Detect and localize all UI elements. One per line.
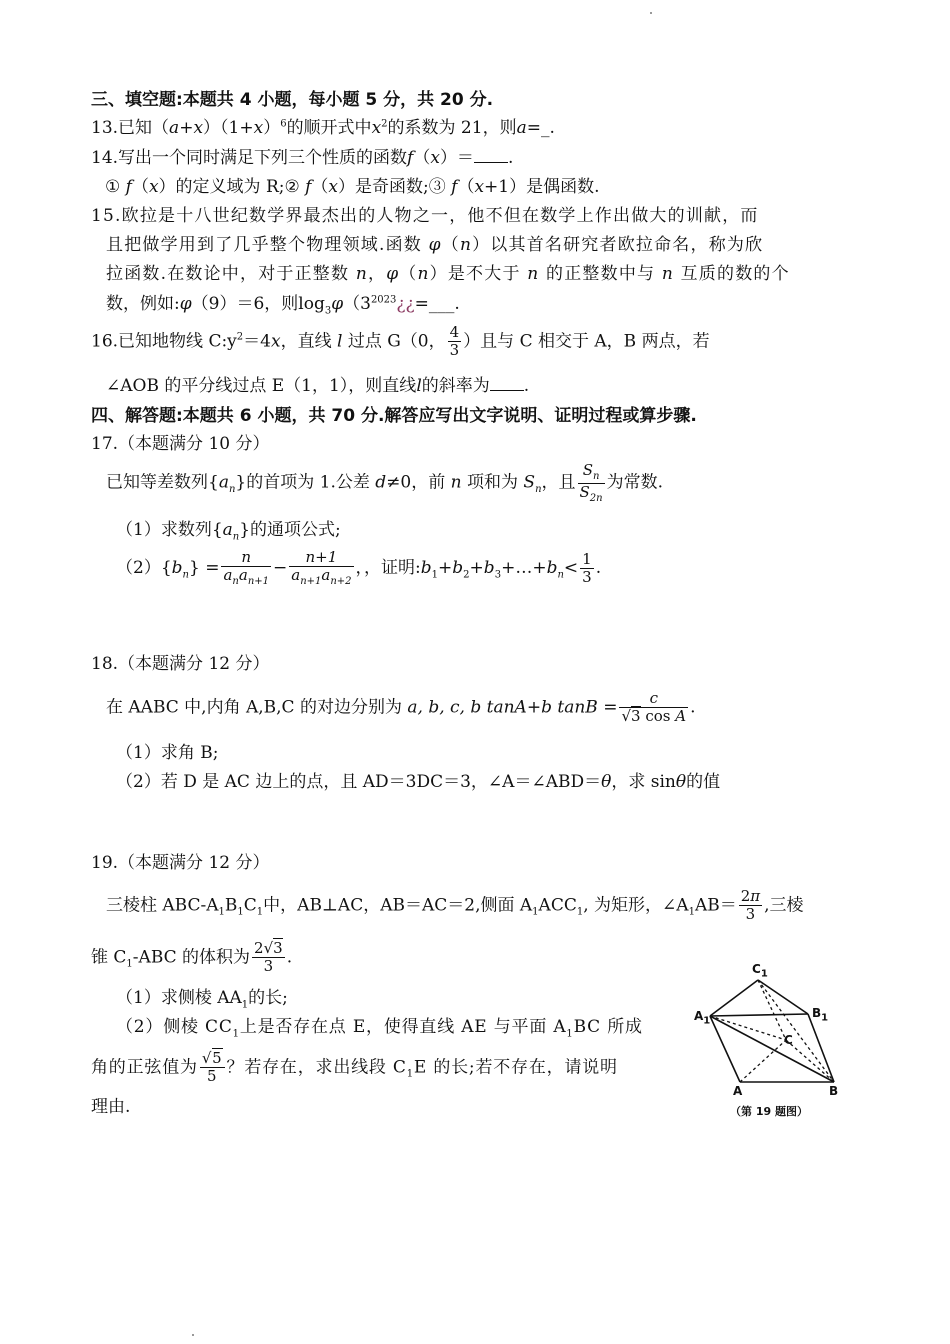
- answer-blank[interactable]: [490, 390, 524, 391]
- question-18-part-2: （2）若 D 是 AC 边上的点，且 AD＝3DC＝3，∠A＝∠ABD＝θ，求 sinθ的值: [116, 772, 721, 792]
- label-C1: $C_1$: [752, 962, 768, 980]
- question-17-title: 17.（本题满分 10 分）: [91, 434, 270, 454]
- question-19-part-2-end: 理由.: [91, 1097, 131, 1117]
- question-15-line-1: 15.欧拉是十八世纪数学界最杰出的人物之一，他不但在数学上作出做大的训献，而: [91, 206, 759, 226]
- answer-blank[interactable]: [474, 162, 508, 163]
- prism-diagram: [696, 962, 856, 1092]
- label-C: C: [784, 1033, 793, 1047]
- prism-figure: [696, 962, 856, 1127]
- question-14-properties: ① f（x）的定义域为 R;② f（x）是奇函数;③ f（x+1）是偶函数.: [105, 177, 600, 197]
- label-B: B: [829, 1084, 839, 1098]
- question-19-part-2: （2）侧棱 $CC_1$上是否存在点 E，使得直线 AE 与平面 $A_1BC$ 所成: [116, 1017, 643, 1040]
- fraction-term-1: $\frac{n}{a_na_{n+1}}$: [223, 548, 269, 588]
- question-16-line-2: ∠AOB 的平分线过点 E（1，1），则直线l的斜率为 .: [106, 376, 530, 396]
- fraction-Sn-S2n: $\frac{S_n}{S_{2n}}$: [579, 461, 603, 504]
- fraction-2sqrt3-3: $\frac{2√3}{3}$: [254, 939, 283, 976]
- question-15-line-2: 且把做学用到了几乎整个物理领域.函数 φ（n）以其首名研究者欧拉命名，称为欣: [106, 235, 764, 255]
- question-19-line-1: 三棱柱 ABC-$A_1B_1C_1$中，AB⊥AC，AB＝AC＝2,侧面 $A_1ACC_1$, 为矩形，$\angle A_1AB=$ $\frac{2\pi}{3}$ ,三棱: [106, 887, 804, 924]
- fraction-4-3: $\frac{4}{3}$: [449, 323, 460, 360]
- label-A: A: [733, 1084, 743, 1098]
- fraction-term-2: $\frac{n+1}{a_{n+1}a_{n+2}}$: [291, 548, 352, 588]
- fraction-2pi-3: $\frac{2\pi}{3}$: [740, 887, 761, 924]
- question-14: 14.写出一个同时满足下列三个性质的函数f（x）＝ .: [91, 148, 514, 168]
- question-18-title: 18.（本题满分 12 分）: [91, 654, 270, 674]
- question-16-line-1: 16.已知地物线 $C:y^2=4x$，直线 l 过点 G（0， $\frac{4}{3}$ ）且与 C 相交于 A，B 两点，若: [91, 323, 710, 360]
- question-17-part-1: （1）求数列$\{a_n\}$的通项公式;: [116, 520, 341, 543]
- section-3-header: 三、填空题:本题共 4 小题，每小题 5 分，共 20 分.: [91, 90, 494, 110]
- question-17-part-2: $(2)\{b_n\}$ = $\frac{n}{a_na_{n+1}}$ − $\frac{n+1}{a_{n+1}a_{n+2}}$ ，，证明$:b_1+b_2+b_3+\dots+b_n<$ $\frac{1}{3}$ .: [116, 548, 602, 588]
- question-19-part-2-cont: 角的正弦值为 $\frac{√5}{5}$ ？若存在，求出线段 $C_1E$ 的长;若不存在，请说明: [91, 1049, 618, 1086]
- fraction-sqrt5-5: $\frac{√5}{5}$: [201, 1049, 223, 1086]
- question-17-statement: 已知等差数列$\{a_n\}$的首项为 1.公差 d≠0，前 n 项和为 $S_n$，且 $\frac{S_n}{S_{2n}}$ 为常数.: [106, 461, 664, 504]
- fraction-c-over-sqrt3-cosA: $\frac{c}{\text{√3 cos A}}$: [621, 689, 687, 726]
- question-19-part-1: （1）求侧棱 $AA_1$的长;: [116, 988, 288, 1011]
- section-4-header: 四、解答题:本题共 6 小题，共 70 分.解答应写出文字说明、证明过程或算步骤.: [91, 406, 697, 426]
- label-A1: $A_1$: [694, 1009, 711, 1027]
- question-19-title: 19.（本题满分 12 分）: [91, 853, 270, 873]
- question-18-part-1: （1）求角 B;: [116, 743, 219, 763]
- scan-dot: [192, 1334, 194, 1336]
- fraction-1-3: $\frac{1}{3}$: [582, 549, 592, 586]
- question-15-line-3: 拉函数.在数论中，对于正整数 n，φ（n）是不大于 n 的正整数中与 n 互质的数的个: [106, 264, 790, 284]
- scan-dot: [650, 12, 652, 14]
- question-19-line-2: 锥 $C_1$-ABC 的体积为 $\frac{2√3}{3}$ .: [91, 939, 293, 976]
- question-15-line-4: 数，例如:φ（9）＝6，则$\log_3\varphi(3^{2023}¿¿=\_\_\_$.: [106, 294, 460, 317]
- figure-caption: （第 19 题图）: [730, 1105, 808, 1118]
- question-13: 13.已知$(a+x)(1+x)^6$的顺开式中$x^2$的系数为 21，则a=_.: [91, 118, 555, 138]
- label-B1: $B_1$: [812, 1006, 829, 1024]
- question-18-statement: 在 AABC 中,内角 A,B,C 的对边分别为 a, b, c, b tanA+b tanB = $\frac{c}{\text{√3 cos A}}$ .: [106, 689, 696, 726]
